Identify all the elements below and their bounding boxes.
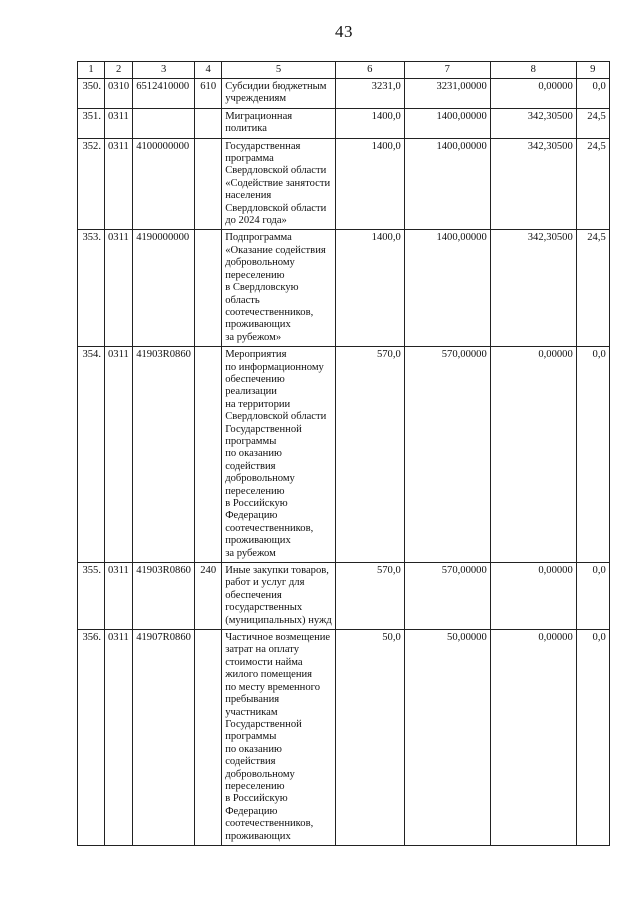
cell-kind: 240 [195,563,222,630]
table-row [78,108,610,138]
column-header: 4 [195,62,222,79]
name-line: государственных [225,602,303,614]
name-line: населения [225,190,272,202]
cell-c7: 1400,00000 [404,108,490,138]
cell-c6: 50,0 [335,630,404,846]
cell-name [222,563,336,630]
cell-section: 0311 [105,230,133,347]
name-line: Иные закупки товаров, [225,565,329,577]
cell-c7: 1400,00000 [404,230,490,347]
name-line: соотечественников, [225,818,314,830]
name-line: реализации [225,386,277,398]
cell-target: 4100000000 [133,138,195,230]
name-line: учреждениям [225,93,287,105]
column-header: 8 [490,62,576,79]
cell-section: 0311 [105,108,133,138]
cell-c8: 342,30500 [490,230,576,347]
cell-name [222,230,336,347]
name-line: по оказанию [225,448,282,460]
name-line: затрат на оплату [225,644,300,656]
name-line: Государственная [225,140,301,152]
column-header: 9 [576,62,609,79]
cell-section: 0311 [105,347,133,563]
cell-target: 6512410000 [133,79,195,109]
name-line: «Оказание содействия [225,244,326,256]
cell-c6: 570,0 [335,347,404,563]
name-line: содействия [225,756,276,768]
name-line: пребывания [225,694,280,706]
name-line: за рубежом [225,547,276,559]
cell-c9: 24,5 [576,108,609,138]
name-line: Свердловской области [225,411,327,423]
cell-section: 0311 [105,563,133,630]
name-line: добровольному [225,257,295,269]
cell-name [222,630,336,846]
cell-section: 0310 [105,79,133,109]
name-line: проживающих [225,319,291,331]
name-line: проживающих [225,830,291,842]
table-row [78,138,610,230]
name-line: в Российскую [225,498,288,509]
cell-c9: 0,0 [576,79,609,109]
cell-section: 0311 [105,630,133,846]
cell-name [222,347,336,563]
name-line: соотечественников, [225,306,314,318]
cell-target [133,108,195,138]
cell-c7: 50,00000 [404,630,490,846]
name-line: обеспечению [225,373,285,385]
cell-c6: 1400,0 [335,230,404,347]
name-line: стоимости найма [225,656,303,668]
cell-kind [195,347,222,563]
column-header: 6 [335,62,404,79]
cell-name [222,79,336,109]
name-line: Миграционная [225,110,293,122]
cell-n: 352. [78,138,105,230]
name-line: по оказанию [225,743,282,755]
name-line: переселению [225,269,285,281]
name-line: жилого помещения [225,669,313,681]
name-line: Государственной [225,718,302,730]
cell-c6: 570,0 [335,563,404,630]
cell-n: 351. [78,108,105,138]
name-line: переселению [225,780,285,792]
name-line: Государственной [225,423,302,435]
cell-name [222,138,336,230]
table-row [78,347,610,563]
name-line: программы [225,435,277,447]
name-line: в Российскую [225,793,288,805]
name-line: добровольному [225,473,295,485]
table-row [78,79,610,109]
name-line: работ и услуг для [225,577,305,589]
cell-c7: 570,00000 [404,347,490,563]
name-line: (муниципальных) нужд [225,614,332,626]
name-line: программа [225,153,274,165]
cell-c9: 0,0 [576,630,609,846]
name-line: Подпрограмма [225,232,292,244]
cell-kind [195,108,222,138]
column-header: 2 [105,62,133,79]
table-row [78,630,610,846]
name-line: «Содействие занятости [225,177,331,189]
cell-n: 353. [78,230,105,347]
cell-c9: 0,0 [576,347,609,563]
name-line: политика [225,123,267,135]
cell-target: 4190000000 [133,230,195,347]
budget-table [77,61,610,846]
name-line: программы [225,731,277,743]
name-line: область [225,294,260,306]
name-line: соотечественников, [225,522,314,534]
name-line: Федерацию [225,510,278,522]
cell-c8: 342,30500 [490,108,576,138]
name-line: за рубежом» [225,331,282,343]
cell-c9: 24,5 [576,138,609,230]
cell-c6: 3231,0 [335,79,404,109]
cell-target: 41903R0860 [133,347,195,563]
name-line: по информационному [225,361,324,373]
cell-c6: 1400,0 [335,138,404,230]
name-line: Субсидии бюджетным [225,81,327,92]
name-line: по месту временного [225,681,321,693]
cell-target: 41903R0860 [133,563,195,630]
name-line: обеспечения [225,589,282,601]
cell-c8: 0,00000 [490,79,576,109]
cell-n: 355. [78,563,105,630]
cell-kind [195,230,222,347]
cell-c9: 24,5 [576,230,609,347]
name-line: в Свердловскую [225,282,299,294]
cell-c8: 0,00000 [490,563,576,630]
cell-n: 350. [78,79,105,109]
cell-kind: 610 [195,79,222,109]
cell-c7: 3231,00000 [404,79,490,109]
cell-c8: 342,30500 [490,138,576,230]
name-line: переселению [225,485,285,497]
table-row [78,230,610,347]
cell-c8: 0,00000 [490,630,576,846]
cell-c7: 570,00000 [404,563,490,630]
name-line: до 2024 года» [225,215,287,227]
cell-c8: 0,00000 [490,347,576,563]
cell-kind [195,630,222,846]
name-line: Федерацию [225,805,278,817]
cell-c7: 1400,00000 [404,138,490,230]
table-row [78,563,610,630]
column-header: 5 [222,62,336,79]
cell-target: 41907R0860 [133,630,195,846]
name-line: Мероприятия [225,349,287,361]
name-line: проживающих [225,535,291,547]
cell-c6: 1400,0 [335,108,404,138]
name-line: добровольному [225,768,295,780]
cell-n: 354. [78,347,105,563]
cell-kind [195,138,222,230]
name-line: Частичное возмещение [225,632,331,644]
cell-name [222,108,336,138]
column-header: 1 [78,62,105,79]
name-line: содействия [225,460,276,472]
cell-section: 0311 [105,138,133,230]
cell-c9: 0,0 [576,563,609,630]
cell-n: 356. [78,630,105,846]
column-header: 3 [133,62,195,79]
column-header: 7 [404,62,490,79]
page-number: 43 [335,22,353,41]
name-line: Свердловской области [225,202,327,214]
name-line: участникам [225,706,278,718]
table-header-row [78,62,610,79]
name-line: Свердловской области [225,165,327,177]
name-line: на территории [225,398,291,410]
